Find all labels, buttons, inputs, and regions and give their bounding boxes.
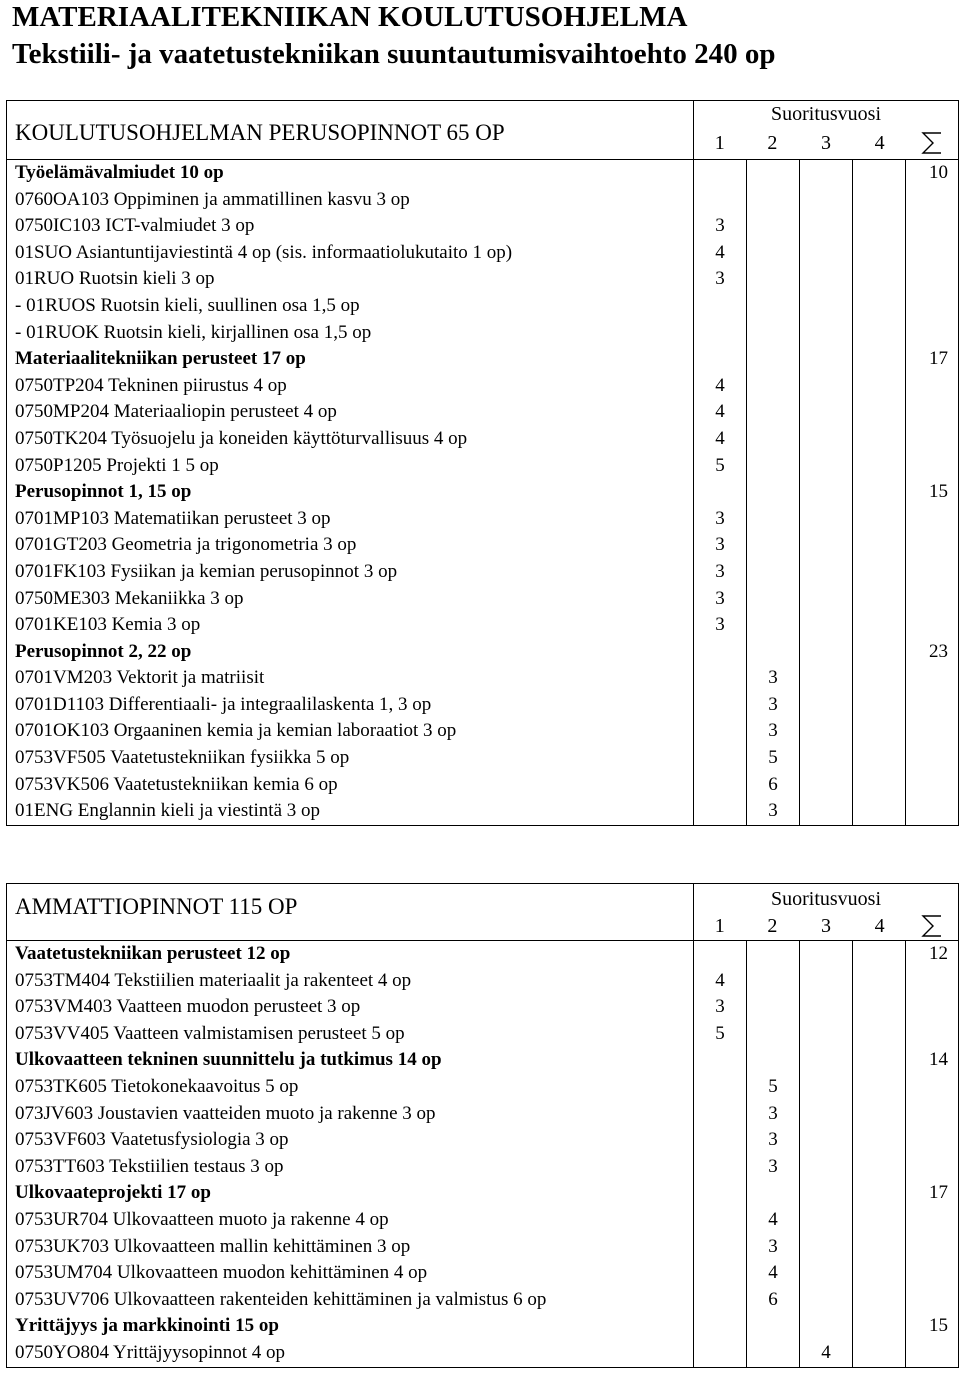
course-item: 01ENG Englannin kieli ja viestintä 3 op [15,800,321,822]
credit-value [853,346,905,373]
credit-value [800,1287,852,1314]
course-list [7,941,694,1368]
course-item: 0753VF603 Vaatetusfysiologia 3 op [15,1129,289,1151]
group-sum: 17 [929,1182,948,1204]
group-sum [906,772,958,799]
group-sum [906,1021,958,1048]
year-header-cell [694,101,959,160]
credit-value [694,1074,746,1101]
credit-value [747,453,799,480]
credit-value [853,213,905,240]
credit-value [853,1260,905,1287]
credit-value [800,1180,852,1207]
group-sum [906,994,958,1021]
credit-value [800,639,852,666]
course-item: 01RUO Ruotsin kieli 3 op [15,268,215,290]
course-item: 0750ME303 Mekaniikka 3 op [15,587,244,609]
credit-value: 4 [715,241,725,263]
group-sum: 17 [929,348,948,370]
course-list [7,160,694,826]
course-item: 0701OK103 Orgaaninen kemia ja kemian laboraatiot 3 op [15,720,457,742]
course-group-heading: Perusopinnot 1, 15 op [15,481,192,503]
year-number: 1 [714,131,725,154]
credit-value [853,1340,905,1367]
course-item: 0701MP103 Matematiikan perusteet 3 op [15,507,331,529]
credit-value: 3 [768,667,778,689]
credit-value [800,586,852,613]
sum-header [906,132,958,154]
credit-value [853,586,905,613]
course-item: 0753TT603 Tekstiilien testaus 3 op [15,1155,284,1177]
course-item: 0701D1103 Differentiaali- ja integraalilaskenta 1, 3 op [15,693,432,715]
credit-value [800,612,852,639]
credit-value: 4 [715,401,725,423]
credit-value [800,941,852,968]
credit-value [694,1101,746,1128]
credit-value [853,373,905,400]
credit-value [800,745,852,772]
sum-header [906,915,958,937]
group-sum [906,373,958,400]
credit-value [747,346,799,373]
group-sum [906,240,958,267]
curriculum-table-basic [6,100,959,826]
credit-value [853,506,905,533]
course-item: - 01RUOS Ruotsin kieli, suullinen osa 1,5 op [15,294,360,316]
sigma-icon [919,915,945,937]
credit-value [747,506,799,533]
credit-value [694,718,746,745]
group-sum [906,293,958,320]
course-group-heading: Ulkovaatteen tekninen suunnittelu ja tutkimus 14 op [15,1049,442,1071]
group-sum [906,968,958,995]
credit-value [800,346,852,373]
credit-value [800,213,852,240]
credit-value [800,1101,852,1128]
course-item: - 01RUOK Ruotsin kieli, kirjallinen osa 1,5 op [15,321,372,343]
credit-value [800,160,852,187]
credit-value: 3 [768,1129,778,1151]
credit-value [853,772,905,799]
credit-value [853,639,905,666]
year-header-label: Suoritusvuosi [770,888,882,910]
course-group-heading: Vaatetustekniikan perusteet 12 op [15,943,291,964]
credit-value [747,320,799,347]
credit-value [747,968,799,995]
credit-value [853,426,905,453]
course-item: 0750YO804 Yrittäjyysopinnot 4 op [15,1341,286,1363]
credit-value: 4 [768,1262,778,1284]
group-sum [906,718,958,745]
course-item: 0753UR704 Ulkovaatteen muoto ja rakenne 4 op [15,1208,389,1230]
credit-value [800,772,852,799]
credit-value [694,479,746,506]
credit-value [800,1260,852,1287]
credit-value [800,1074,852,1101]
credit-value [747,293,799,320]
group-sum [906,798,958,825]
credit-value [800,994,852,1021]
group-sum: 23 [929,640,948,662]
group-sum [906,745,958,772]
credit-value: 5 [768,1075,778,1097]
credit-value [800,1207,852,1234]
credit-value: 3 [715,507,725,529]
year-number: 4 [874,131,885,154]
credit-value [853,941,905,968]
group-sum [906,1074,958,1101]
credit-value [694,1260,746,1287]
credit-value [800,532,852,559]
year-number: 4 [874,914,885,937]
credit-value [853,1207,905,1234]
course-item: 0753VV405 Vaatteen valmistamisen perusteet 5 op [15,1022,405,1044]
credit-value [694,346,746,373]
credit-value: 3 [768,1102,778,1124]
course-group-heading: Materiaalitekniikan perusteet 17 op [15,348,306,370]
section-title: AMMATTIOPINNOT 115 OP [15,894,298,919]
credit-value [853,399,905,426]
credit-value [853,718,905,745]
credit-value [694,745,746,772]
group-sum [906,612,958,639]
credit-value [853,532,905,559]
credit-value [747,559,799,586]
credit-value [853,745,905,772]
credit-value [747,187,799,214]
credit-value: 3 [768,720,778,742]
group-sum: 12 [929,943,948,964]
credit-value [853,266,905,293]
credit-value: 4 [821,1341,831,1363]
credit-value [747,373,799,400]
group-sum [906,1127,958,1154]
page-title: MATERIAALITEKNIIKAN KOULUTUSOHJELMA [12,1,688,33]
credit-value [694,1127,746,1154]
credit-value: 3 [715,268,725,290]
year-number: 3 [821,131,831,154]
credit-value [800,453,852,480]
credit-value [853,612,905,639]
credit-value [747,240,799,267]
credit-value: 3 [715,996,725,1018]
credit-value [694,1340,746,1367]
credit-value [747,1047,799,1074]
group-sum [906,692,958,719]
group-sum [906,665,958,692]
year-number: 3 [821,914,831,937]
credit-value: 3 [768,1235,778,1257]
credit-value [853,968,905,995]
group-sum: 10 [929,162,948,183]
credit-value [853,160,905,187]
year4-column [853,941,906,1368]
year2-column [747,941,800,1368]
credit-value [853,1074,905,1101]
course-item: 0701VM203 Vektorit ja matriisit [15,667,265,689]
group-sum [906,320,958,347]
credit-value [853,1287,905,1314]
credit-value [694,1287,746,1314]
credit-value [800,968,852,995]
credit-value: 3 [768,693,778,715]
credit-value [800,1127,852,1154]
year2-column [747,160,800,826]
group-sum [906,187,958,214]
group-sum: 15 [929,1315,948,1337]
credit-value [800,559,852,586]
course-group-heading: Perusopinnot 2, 22 op [15,640,192,662]
group-sum [906,586,958,613]
credit-value [747,532,799,559]
group-sum [906,1340,958,1367]
credit-value [694,1207,746,1234]
credit-value [694,1154,746,1181]
section-title: KOULUTUSOHJELMAN PERUSOPINNOT 65 OP [15,120,505,145]
course-group-heading: Työelämävalmiudet 10 op [15,162,224,183]
credit-value [800,293,852,320]
group-sum [906,1207,958,1234]
credit-value [747,479,799,506]
page-subtitle: Tekstiili- ja vaatetustekniikan suuntautumisvaihtoehto 240 op [12,38,776,70]
year-number: 2 [767,914,778,937]
group-sum [906,1234,958,1261]
credit-value [853,1047,905,1074]
credit-value [853,1313,905,1340]
credit-value: 3 [768,800,778,822]
course-item: 0701GT203 Geometria ja trigonometria 3 op [15,534,357,556]
credit-value [853,240,905,267]
credit-value [800,479,852,506]
course-item: 0753UM704 Ulkovaatteen muodon kehittäminen 4 op [15,1262,428,1284]
section-header-cell [7,101,694,160]
credit-value: 6 [768,773,778,795]
credit-value [800,506,852,533]
credit-value: 3 [715,614,725,636]
group-sum [906,1287,958,1314]
credit-value [747,426,799,453]
credit-value [853,1101,905,1128]
credit-value: 4 [768,1208,778,1230]
group-sum [906,506,958,533]
credit-value [747,399,799,426]
credit-value [800,426,852,453]
year-header-label: Suoritusvuosi [770,103,882,125]
course-item: 0753TM404 Tekstiilien materiaalit ja rakenteet 4 op [15,969,412,991]
credit-value: 3 [768,1155,778,1177]
credit-value [694,798,746,825]
credit-value [747,160,799,187]
year3-column [800,941,853,1368]
course-item: 0750TP204 Tekninen piirustus 4 op [15,374,287,396]
credit-value [853,798,905,825]
credit-value [694,293,746,320]
credit-value [694,665,746,692]
credit-value [747,266,799,293]
credit-value: 4 [715,969,725,991]
credit-value [747,639,799,666]
credit-value [694,1047,746,1074]
credit-value [694,1234,746,1261]
credit-value: 5 [715,454,725,476]
credit-value [800,399,852,426]
group-sum: 14 [929,1049,948,1071]
sum-column [906,160,959,826]
course-item: 073JV603 Joustavien vaatteiden muoto ja rakenne 3 op [15,1102,436,1124]
curriculum-table-professional [6,883,959,1368]
credit-value [747,213,799,240]
credit-value: 5 [768,747,778,769]
credit-value [694,1180,746,1207]
course-item: 0753UV706 Ulkovaatteen rakenteiden kehittäminen ja valmistus 6 op [15,1288,547,1310]
group-sum [906,266,958,293]
year-header-numbers [694,127,958,159]
credit-value [853,1127,905,1154]
course-item: 0753VK506 Vaatetustekniikan kemia 6 op [15,773,338,795]
group-sum [906,1260,958,1287]
credit-value [694,1313,746,1340]
credit-value: 6 [768,1288,778,1310]
year-header-cell [694,884,959,941]
credit-value [853,320,905,347]
year-header-numbers [694,912,958,940]
credit-value [800,373,852,400]
group-sum: 15 [929,481,948,503]
credit-value [694,160,746,187]
group-sum [906,559,958,586]
credit-value [694,320,746,347]
year4-column [853,160,906,826]
group-sum [906,1101,958,1128]
credit-value [800,692,852,719]
group-sum [906,426,958,453]
course-item: 0760OA103 Oppiminen ja ammatillinen kasvu 3 op [15,188,410,210]
credit-value [747,1340,799,1367]
credit-value [800,798,852,825]
credit-value: 3 [715,587,725,609]
credit-value: 3 [715,215,725,237]
year1-column [694,160,747,826]
course-item: 0753VM403 Vaatteen muodon perusteet 3 op [15,996,361,1018]
credit-value [747,1180,799,1207]
sigma-icon [919,132,945,154]
course-item: 0750MP204 Materiaaliopin perusteet 4 op [15,401,337,423]
credit-value [800,1154,852,1181]
credit-value: 5 [715,1022,725,1044]
credit-value [800,266,852,293]
course-item: 0701KE103 Kemia 3 op [15,614,201,636]
course-item: 0750P1205 Projekti 1 5 op [15,454,219,476]
course-item: 01SUO Asiantuntijaviestintä 4 op (sis. informaatiolukutaito 1 op) [15,241,513,263]
credit-value [853,479,905,506]
year1-column [694,941,747,1368]
credit-value [800,187,852,214]
credit-value [853,665,905,692]
credit-value [853,1234,905,1261]
year-number: 2 [767,131,778,154]
course-item: 0750TK204 Työsuojelu ja koneiden käyttöturvallisuus 4 op [15,427,468,449]
credit-value [853,293,905,320]
course-item: 0701FK103 Fysiikan ja kemian perusopinnot 3 op [15,560,398,582]
credit-value [800,240,852,267]
credit-value [800,665,852,692]
credit-value [853,1154,905,1181]
group-sum [906,532,958,559]
credit-value [747,1313,799,1340]
credit-value [800,1021,852,1048]
sum-column [906,941,959,1368]
credit-value [747,994,799,1021]
credit-value [853,559,905,586]
credit-value [800,320,852,347]
credit-value: 3 [715,560,725,582]
year-number: 1 [714,914,725,937]
credit-value [694,772,746,799]
credit-value [747,612,799,639]
credit-value [747,586,799,613]
credit-value [800,1234,852,1261]
credit-value [853,1021,905,1048]
section-header-cell [7,884,694,941]
credit-value: 3 [715,534,725,556]
credit-value: 4 [715,374,725,396]
year3-column [800,160,853,826]
credit-value [694,639,746,666]
credit-value [853,1180,905,1207]
credit-value [694,692,746,719]
credit-value [853,692,905,719]
course-item: 0750IC103 ICT-valmiudet 3 op [15,215,255,237]
group-sum [906,213,958,240]
credit-value [800,718,852,745]
credit-value [853,187,905,214]
course-item: 0753VF505 Vaatetustekniikan fysiikka 5 op [15,747,350,769]
group-sum [906,453,958,480]
credit-value [694,941,746,968]
course-item: 0753TK605 Tietokonekaavoitus 5 op [15,1075,299,1097]
course-group-heading: Yrittäjyys ja markkinointi 15 op [15,1315,279,1337]
credit-value [800,1313,852,1340]
course-item: 0753UK703 Ulkovaatteen mallin kehittäminen 3 op [15,1235,411,1257]
group-sum [906,399,958,426]
credit-value [853,994,905,1021]
credit-value [800,1047,852,1074]
group-sum [906,1154,958,1181]
credit-value [853,453,905,480]
credit-value [747,1021,799,1048]
course-group-heading: Ulkovaateprojekti 17 op [15,1182,211,1204]
credit-value [747,941,799,968]
credit-value [694,187,746,214]
credit-value: 4 [715,427,725,449]
